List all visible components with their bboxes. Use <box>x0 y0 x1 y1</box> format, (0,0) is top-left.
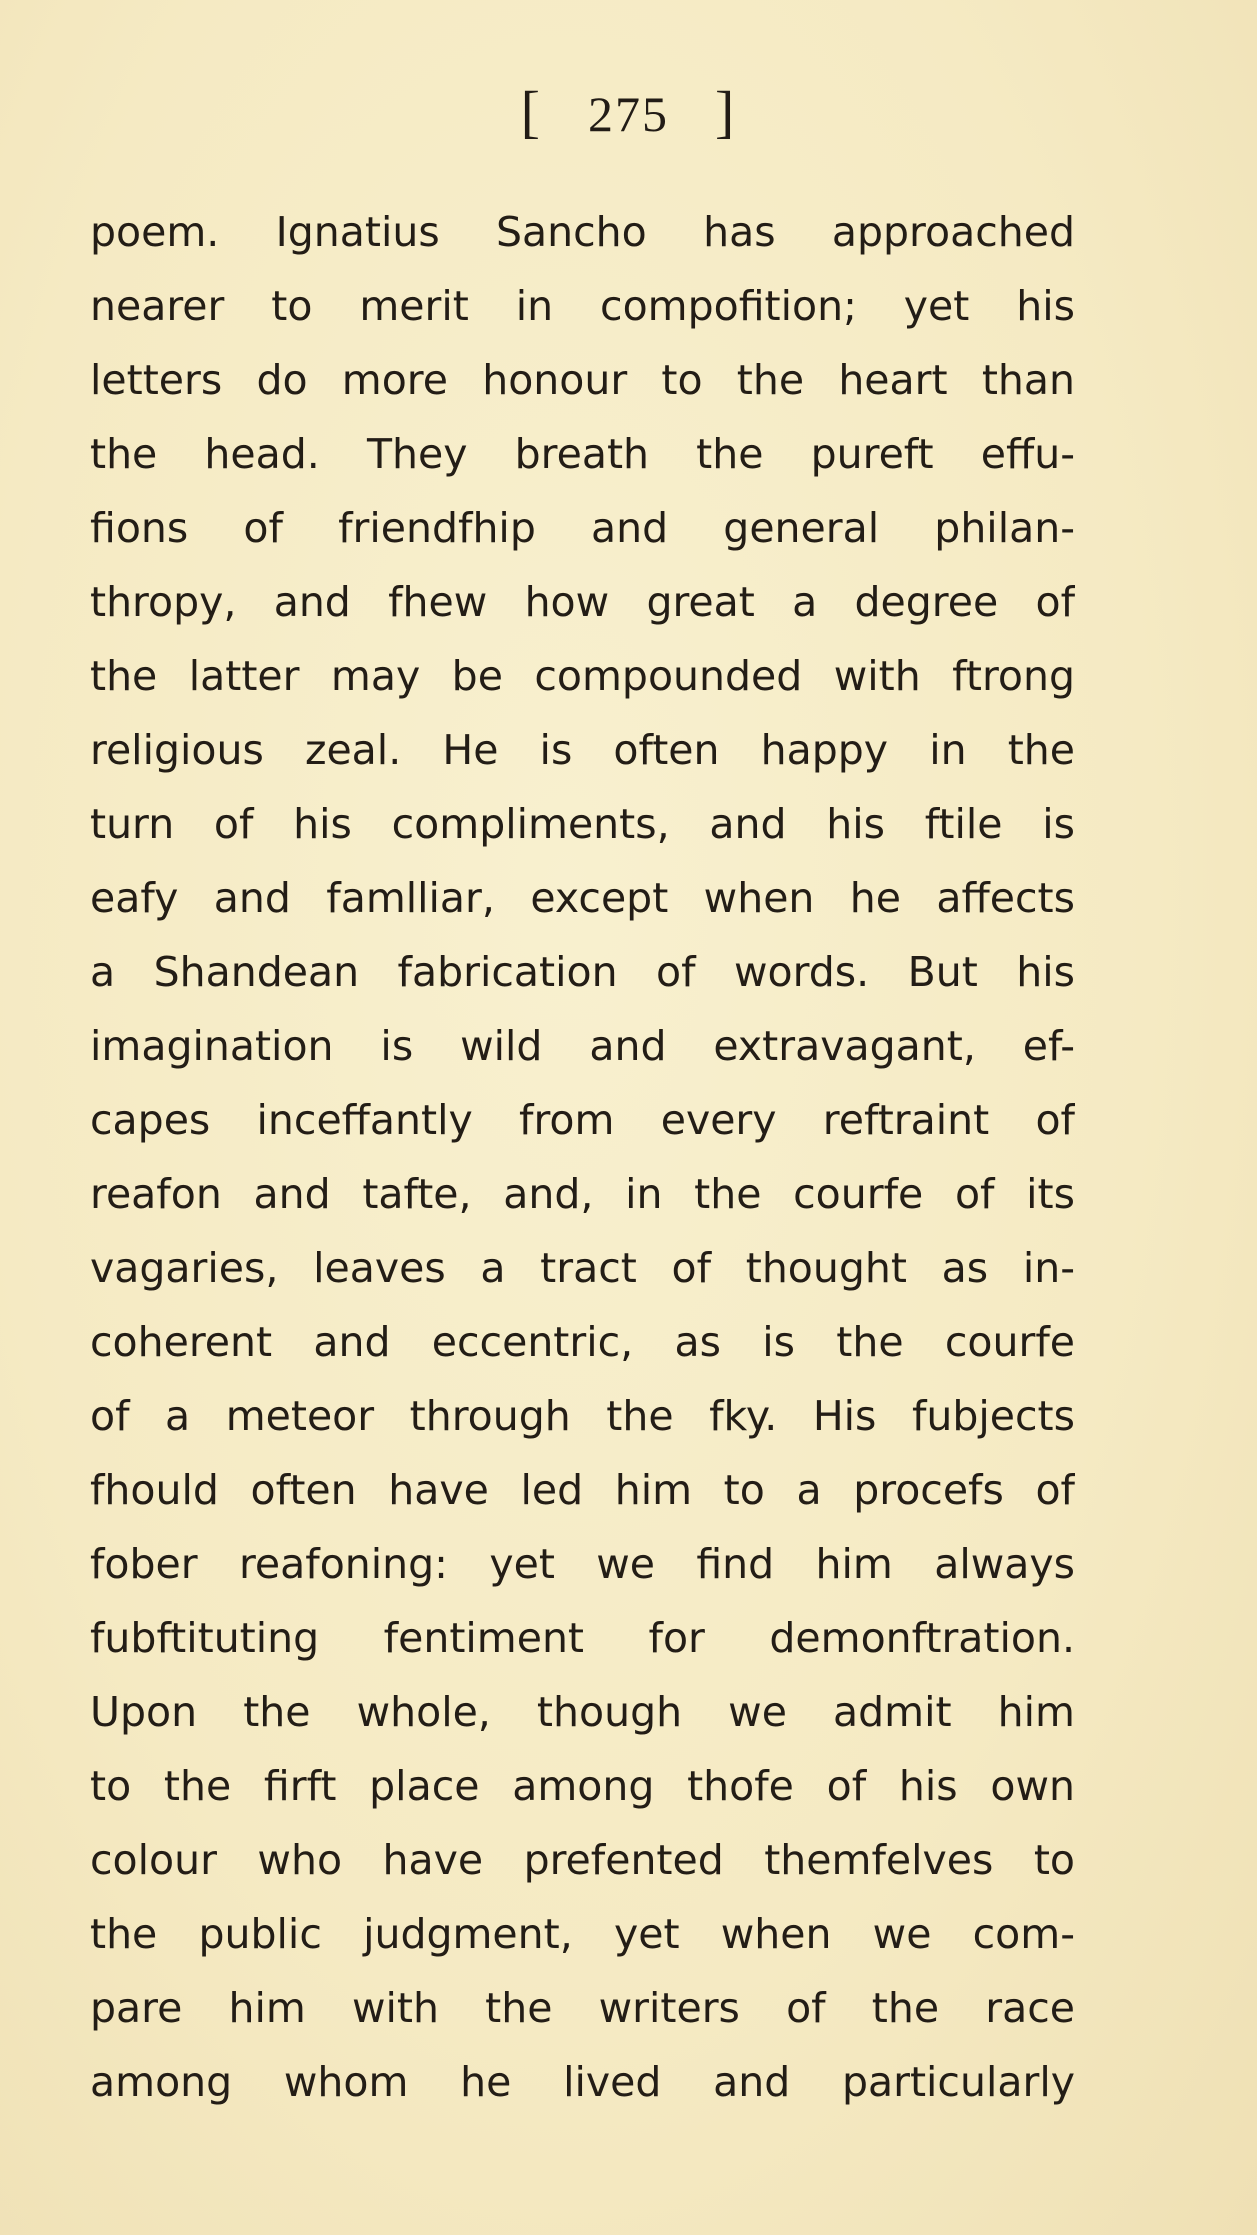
text-line: reafon and tafte, and, in the courfe of its <box>90 1170 1075 1218</box>
page-number-header <box>0 79 1257 144</box>
text-line: eafy and famlliar, except when he affects <box>90 874 1075 922</box>
text-line: the head. They breath the pureft effu- <box>90 430 1075 478</box>
text-line: letters do more honour to the heart than <box>90 356 1075 404</box>
text-line: fhould often have led him to a procefs of <box>90 1466 1075 1514</box>
text-line: vagaries, leaves a tract of thought as in- <box>90 1244 1075 1292</box>
text-line: religious zeal. He is often happy in the <box>90 726 1075 774</box>
text-line: colour who have prefented themfelves to <box>90 1836 1075 1884</box>
header-bracket-close: ] <box>715 79 737 144</box>
text-line: thropy, and fhew how great a degree of <box>90 578 1075 626</box>
header-bracket-open: [ <box>520 79 542 144</box>
text-line: imagination is wild and extravagant, ef- <box>90 1022 1075 1070</box>
text-line: coherent and eccentric, as is the courfe <box>90 1318 1075 1366</box>
text-line: Upon the whole, though we admit him <box>90 1688 1075 1736</box>
text-line: the public judgment, yet when we com- <box>90 1910 1075 1958</box>
text-line: to the firft place among thofe of his own <box>90 1762 1075 1810</box>
text-line: capes inceffantly from every reftraint of <box>90 1096 1075 1144</box>
text-line: of a meteor through the fky. His fubjects <box>90 1392 1075 1440</box>
text-line: poem. Ignatius Sancho has approached <box>90 208 1075 256</box>
text-line: the latter may be compounded with ftrong <box>90 652 1075 700</box>
page-number: 275 <box>588 86 669 142</box>
text-line: fober reafoning: yet we find him always <box>90 1540 1075 1588</box>
text-line: fions of friendfhip and general philan- <box>90 504 1075 552</box>
text-line: fubftituting fentiment for demonftration. <box>90 1614 1075 1662</box>
text-line: nearer to merit in compofition; yet his <box>90 282 1075 330</box>
body-text <box>90 195 1075 2119</box>
text-line: a Shandean fabrication of words. But his <box>90 948 1075 996</box>
text-line: turn of his compliments, and his ftile is <box>90 800 1075 848</box>
text-line: among whom he lived and particularly <box>90 2058 1075 2106</box>
text-line: pare him with the writers of the race <box>90 1984 1075 2032</box>
